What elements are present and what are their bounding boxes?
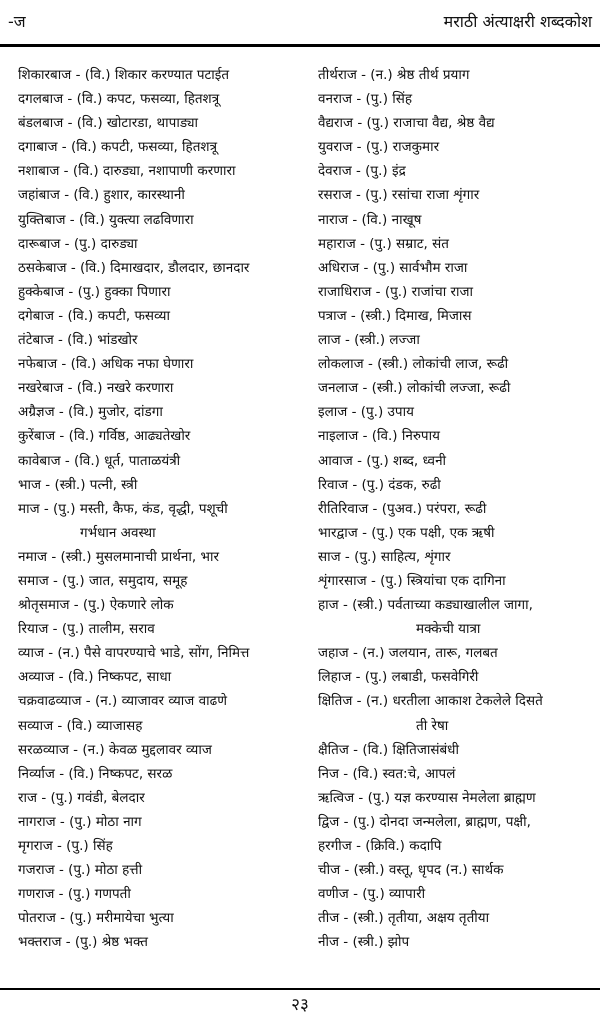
- entry-text: शिकारबाज - (वि.) शिकार करण्यात पटाईत: [18, 67, 230, 83]
- entry-text: दगेबाज - (वि.) कपटी, फसव्या: [18, 307, 170, 324]
- entry-text: महाराज - (पु.) सम्राट, संत: [318, 235, 449, 252]
- entry-continuation: गर्भधान अवस्था: [80, 524, 156, 541]
- entry-text: क्षैतिज - (वि.) क्षितिजासंबंधी: [318, 741, 459, 758]
- dictionary-entry: [18, 473, 303, 497]
- entry-text: तीज - (स्त्री.) तृतीया, अक्षय तृतीया: [318, 910, 490, 927]
- dictionary-entry: [18, 689, 303, 713]
- entry-text: लोकलाज - (स्त्री.) लोकांची लाज, रूढी: [318, 356, 509, 373]
- entry-text: लिहाज - (पु.) लबाडी, फसवेगिरी: [318, 669, 479, 686]
- entry-text: तीर्थराज - (न.) श्रेष्ठ तीर्थ प्रयाग: [318, 67, 470, 83]
- entry-text: कुरेंबाज - (वि.) गर्विष्ठ, आढ्यतेखोर: [18, 428, 191, 445]
- dictionary-entry: [318, 906, 590, 930]
- entry-text: अधिराज - (पु.) सार्वभौम राजा: [318, 259, 468, 276]
- dictionary-entry: [18, 762, 303, 786]
- entry-text: युक्तिबाज - (वि.) युक्त्या लढविणारा: [18, 211, 194, 228]
- dictionary-entry: [18, 738, 303, 762]
- dictionary-entry: [18, 111, 303, 135]
- entry-text: साज - (पु.) साहित्य, शृंगार: [318, 548, 451, 565]
- dictionary-entry: [18, 280, 303, 304]
- dictionary-entry: [318, 400, 590, 424]
- dictionary-entry: [318, 376, 590, 400]
- entry-text: हुक्केबाज - (पु.) हुक्का पिणारा: [18, 283, 171, 300]
- entry-text: दगाबाज - (वि.) कपटी, फसव्या, हितशत्रू: [18, 139, 218, 156]
- footer-rule: [0, 988, 600, 990]
- dictionary-entry: [18, 135, 303, 159]
- entry-text: अव्याज - (वि.) निष्कपट, साधा: [18, 669, 172, 686]
- dictionary-entry: [318, 159, 590, 183]
- entry-text: तंटेबाज - (वि.) भांडखोर: [18, 332, 138, 349]
- dictionary-entry: [318, 569, 590, 593]
- dictionary-entry: [318, 858, 590, 882]
- dictionary-entry: [318, 786, 590, 810]
- dictionary-entry: [18, 232, 303, 256]
- dictionary-entry: [318, 738, 590, 762]
- entry-text: नागराज - (पु.) मोठा नाग: [18, 813, 142, 830]
- dictionary-entry: [318, 111, 590, 135]
- entry-text: राजाधिराज - (पु.) राजांचा राजा: [318, 283, 474, 300]
- dictionary-entry: [18, 569, 303, 593]
- entry-text: बंडलबाज - (वि.) खोटारडा, थापाड्या: [18, 115, 198, 132]
- dictionary-entry: [18, 256, 303, 280]
- dictionary-entry: [18, 617, 303, 641]
- dictionary-entry: [18, 87, 303, 111]
- entry-text: द्विज - (पु.) दोनदा जन्मलेला, ब्राह्मण, पक्षी,: [318, 813, 531, 830]
- dictionary-entry: [318, 689, 590, 737]
- entry-continuation: ती रेषा: [416, 717, 449, 734]
- entry-text: शृंगारसाज - (पु.) स्त्रियांचा एक दागिना: [318, 572, 506, 589]
- entry-text: मृगराज - (पु.) सिंह: [18, 838, 113, 854]
- dictionary-entry: [18, 376, 303, 400]
- entry-text: दगलबाज - (वि.) कपट, फसव्या, हितशत्रू: [18, 91, 220, 108]
- entry-text: दारूबाज - (पु.) दारुड्या: [18, 235, 138, 252]
- entry-text: पत्राज - (स्त्री.) दिमाख, मिजास: [318, 307, 472, 324]
- entry-text: राज - (पु.) गवंडी, बेलदार: [18, 789, 145, 806]
- dictionary-entry: [18, 665, 303, 689]
- dictionary-entry: [318, 424, 590, 448]
- dictionary-entry: [318, 810, 590, 834]
- entry-text: वैद्यराज - (पु.) राजाचा वैद्य, श्रेष्ठ वैद्य: [318, 115, 495, 132]
- dictionary-entry: [318, 834, 590, 858]
- entry-text: इलाज - (पु.) उपाय: [318, 404, 414, 421]
- entry-text: सव्याज - (वि.) व्याजासह: [18, 717, 143, 734]
- dictionary-entry: [18, 352, 303, 376]
- entry-text: श्रोतृसमाज - (पु.) ऐकणारे लोक: [18, 597, 174, 614]
- dictionary-entry: [318, 328, 590, 352]
- dictionary-entry: [318, 473, 590, 497]
- entry-text: कावेबाज - (वि.) धूर्त, पाताळयंत्री: [18, 452, 181, 469]
- entry-text: समाज - (पु.) जात, समुदाय, समूह: [18, 572, 188, 589]
- dictionary-entry: [18, 834, 303, 858]
- dictionary-entry: [318, 135, 590, 159]
- entry-text: सरळव्याज - (न.) केवळ मुद्दलावर व्याज: [18, 741, 212, 758]
- entry-text: व्याज - (न.) पैसे वापरण्याचे भाडे, सोंग, निमित्त: [18, 645, 250, 662]
- entry-text: नाइलाज - (वि.) निरुपाय: [318, 428, 440, 445]
- entry-text: भाज - (स्त्री.) पत्नी, स्त्री: [18, 476, 138, 493]
- entry-text: रियाज - (पु.) तालीम, सराव: [18, 621, 155, 638]
- entry-text: रसराज - (पु.) रसांचा राजा शृंगार: [318, 187, 480, 204]
- entry-text: गजराज - (पु.) मोठा हत्ती: [18, 862, 143, 879]
- entry-text: नाराज - (वि.) नाखूष: [318, 211, 422, 228]
- dictionary-entry: [18, 497, 303, 545]
- entry-text: गणराज - (पु.) गणपती: [18, 886, 131, 903]
- entry-text: रीतिरिवाज - (पुअव.) परंपरा, रूढी: [318, 500, 487, 517]
- entry-text: अग्रैज्ञज - (वि.) मुजोर, दांडगा: [18, 404, 163, 421]
- dictionary-entry: [18, 545, 303, 569]
- entry-text: नीज - (स्त्री.) झोप: [318, 934, 410, 951]
- dictionary-entry: [18, 930, 303, 954]
- dictionary-entry: [18, 810, 303, 834]
- dictionary-entry: [318, 665, 590, 689]
- dictionary-entry: [18, 328, 303, 352]
- dictionary-entry: [18, 906, 303, 930]
- dictionary-entry: [318, 593, 590, 641]
- entry-text: आवाज - (पु.) शब्द, ध्वनी: [318, 452, 447, 469]
- dictionary-entry: [318, 882, 590, 906]
- entry-text: पोतराज - (पु.) मरीमायेचा भुत्या: [18, 910, 174, 927]
- dictionary-entry: [18, 449, 303, 473]
- entry-text: रिवाज - (पु.) दंडक, रुढी: [318, 476, 441, 493]
- entry-text: भक्तराज - (पु.) श्रेष्ठ भक्त: [18, 934, 148, 951]
- dictionary-entry: [318, 352, 590, 376]
- dictionary-entry: [318, 304, 590, 328]
- dictionary-entry: [318, 63, 590, 87]
- entry-text: हरगीज - (क्रिवि.) कदापि: [318, 838, 442, 854]
- entry-text: जहाज - (न.) जलयान, तारू, गलबत: [318, 645, 498, 662]
- dictionary-entry: [318, 183, 590, 207]
- dictionary-entry: [318, 280, 590, 304]
- entry-text: ऋत्विज - (पु.) यज्ञ करण्यास नेमलेला ब्राह्मण: [318, 789, 536, 806]
- book-title: मराठी अंत्याक्षरी शब्दकोश: [443, 12, 592, 31]
- dictionary-entry: [318, 545, 590, 569]
- dictionary-entry: [318, 208, 590, 232]
- dictionary-entry: [18, 400, 303, 424]
- dictionary-entry: [318, 497, 590, 521]
- entry-text: नफेबाज - (वि.) अधिक नफा घेणारा: [18, 356, 194, 373]
- dictionary-entry: [18, 858, 303, 882]
- page-header: [0, 0, 600, 44]
- dictionary-entry: [18, 208, 303, 232]
- page-number: २३: [291, 995, 309, 1015]
- dictionary-entry: [318, 256, 590, 280]
- dictionary-entry: [318, 762, 590, 786]
- entry-text: माज - (पु.) मस्ती, कैफ, कंड, वृद्धी, पशूची: [18, 500, 228, 517]
- header-rule: [0, 44, 600, 47]
- entry-text: देवराज - (पु.) इंद्र: [318, 163, 406, 180]
- entry-text: युवराज - (पु.) राजकुमार: [318, 139, 440, 156]
- entry-text: निज - (वि.) स्वत:चे, आपलं: [318, 765, 456, 782]
- entry-continuation: मक्केची यात्रा: [416, 621, 481, 638]
- dictionary-entry: [18, 882, 303, 906]
- dictionary-entry: [18, 714, 303, 738]
- entry-text: वनराज - (पु.) सिंह: [318, 91, 413, 108]
- dictionary-entry: [318, 87, 590, 111]
- dictionary-entry: [318, 641, 590, 665]
- entry-text: हाज - (स्त्री.) पर्वताच्या कड्याखालील जागा,: [318, 597, 533, 614]
- dictionary-entry: [18, 159, 303, 183]
- dictionary-entry: [318, 521, 590, 545]
- entry-text: चक्रवाढव्याज - (न.) व्याजावर व्याज वाढणे: [18, 693, 227, 710]
- dictionary-entry: [18, 63, 303, 87]
- dictionary-entry: [318, 232, 590, 256]
- entry-text: नशाबाज - (वि.) दारुड्या, नशापाणी करणारा: [18, 163, 236, 180]
- dictionary-entry: [18, 593, 303, 617]
- dictionary-entry: [18, 304, 303, 328]
- dictionary-entry: [18, 641, 303, 665]
- dictionary-entry: [18, 786, 303, 810]
- entry-text: नखरेबाज - (वि.) नखरे करणारा: [18, 380, 174, 397]
- entry-text: क्षितिज - (न.) धरतीला आकाश टेकलेले दिसते: [318, 693, 543, 710]
- entry-text: नमाज - (स्त्री.) मुसलमानाची प्रार्थना, भार: [18, 548, 220, 565]
- entry-text: वणीज - (पु.) व्यापारी: [318, 886, 426, 903]
- entry-text: निर्व्याज - (वि.) निष्कपट, सरळ: [18, 765, 173, 782]
- entry-text: जहांबाज - (वि.) हुशार, कारस्थानी: [18, 187, 185, 204]
- left-column: [18, 63, 303, 954]
- entry-text: लाज - (स्त्री.) लज्जा: [318, 332, 420, 349]
- dictionary-entry: [318, 449, 590, 473]
- section-mark: -ज: [8, 12, 26, 31]
- right-column: [318, 63, 590, 954]
- entry-text: जनलाज - (स्त्री.) लोकांची लज्जा, रूढी: [318, 380, 511, 397]
- entry-text: ठसकेबाज - (वि.) दिमाखदार, डौलदार, छानदार: [18, 259, 250, 276]
- dictionary-entry: [18, 183, 303, 207]
- entry-text: भारद्वाज - (पु.) एक पक्षी, एक ऋषी: [318, 524, 495, 541]
- dictionary-entry: [18, 424, 303, 448]
- dictionary-entry: [318, 930, 590, 954]
- entry-text: चीज - (स्त्री.) वस्तू, धृपद (न.) सार्थक: [318, 862, 504, 879]
